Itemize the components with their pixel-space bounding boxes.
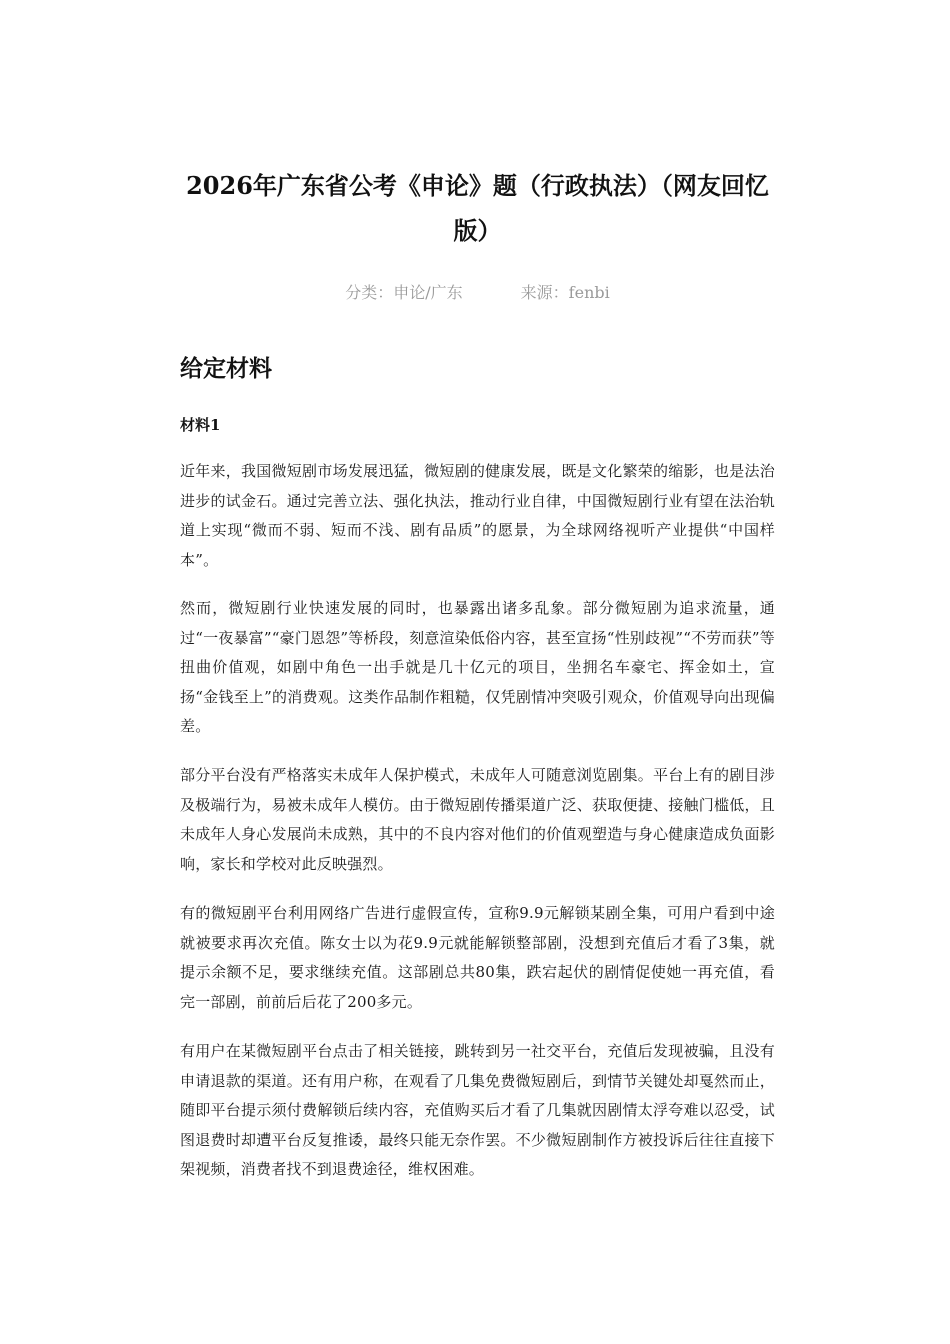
paragraph: 然而，微短剧行业快速发展的同时，也暴露出诸多乱象。部分微短剧为追求流量，通过“一夜暴富”“豪门恩怨”等桥段，刻意渲染低俗内容，甚至宣扬“性别歧视”“不劳而获”等扭曲价值观，如剧中角色一出手就是几十亿元的项目，坐拥名车豪宅、挥金如土，宣扬“金钱至上”的消费观。这类作品制作粗糙，仅凭剧情冲突吸引观众，价值观导向出现偏差。: [180, 599, 775, 736]
category-label: 分类：申论/广东: [345, 283, 463, 302]
paragraph: 有用户在某微短剧平台点击了相关链接，跳转到另一社交平台，充值后发现被骗，且没有申请退款的渠道。还有用户称，在观看了几集免费微短剧后，到情节关键处却戛然而止，随即平台提示须付费解锁后续内容，充值购买后才看了几集就因剧情太浮夸难以忍受，试图退费时却遭平台反复推诿，最终只能无奈作罢。不少微短剧制作方被投诉后往往直接下架视频，消费者找不到退费途径，维权困难。: [180, 1042, 775, 1179]
paragraph: 有的微短剧平台利用网络广告进行虚假宣传，宣称9.9元解锁某剧全集，可用户看到中途就被要求再次充值。陈女士以为花9.9元就能解锁整部剧，没想到充值后才看了3集，就提示余额不足，要求继续充值。这部剧总共80集，跌宕起伏的剧情促使她一再充值，看完一部剧，前前后后花了200多元。: [180, 904, 775, 1011]
material-label: 材料1: [180, 416, 221, 434]
article-meta: [180, 281, 775, 305]
paragraph: 部分平台没有严格落实未成年人保护模式，未成年人可随意浏览剧集。平台上有的剧目涉及极端行为，易被未成年人模仿。由于微短剧传播渠道广泛、获取便捷、接触门槛低，且未成年人身心发展尚未成熟，其中的不良内容对他们的价值观塑造与身心健康造成负面影响，家长和学校对此反映强烈。: [180, 766, 775, 873]
source-label: 来源：fenbi: [520, 283, 610, 302]
paragraph: 近年来，我国微短剧市场发展迅猛，微短剧的健康发展，既是文化繁荣的缩影，也是法治进步的试金石。通过完善立法、强化执法，推动行业自律，中国微短剧行业有望在法治轨道上实现“微而不弱、短而不浅、剧有品质”的愿景，为全球网络视听产业提供“中国样本”。: [180, 462, 775, 569]
page-title: 2026年广东省公考《申论》题（行政执法）（网友回忆版）: [186, 171, 769, 245]
section-heading: 给定材料: [180, 355, 272, 382]
